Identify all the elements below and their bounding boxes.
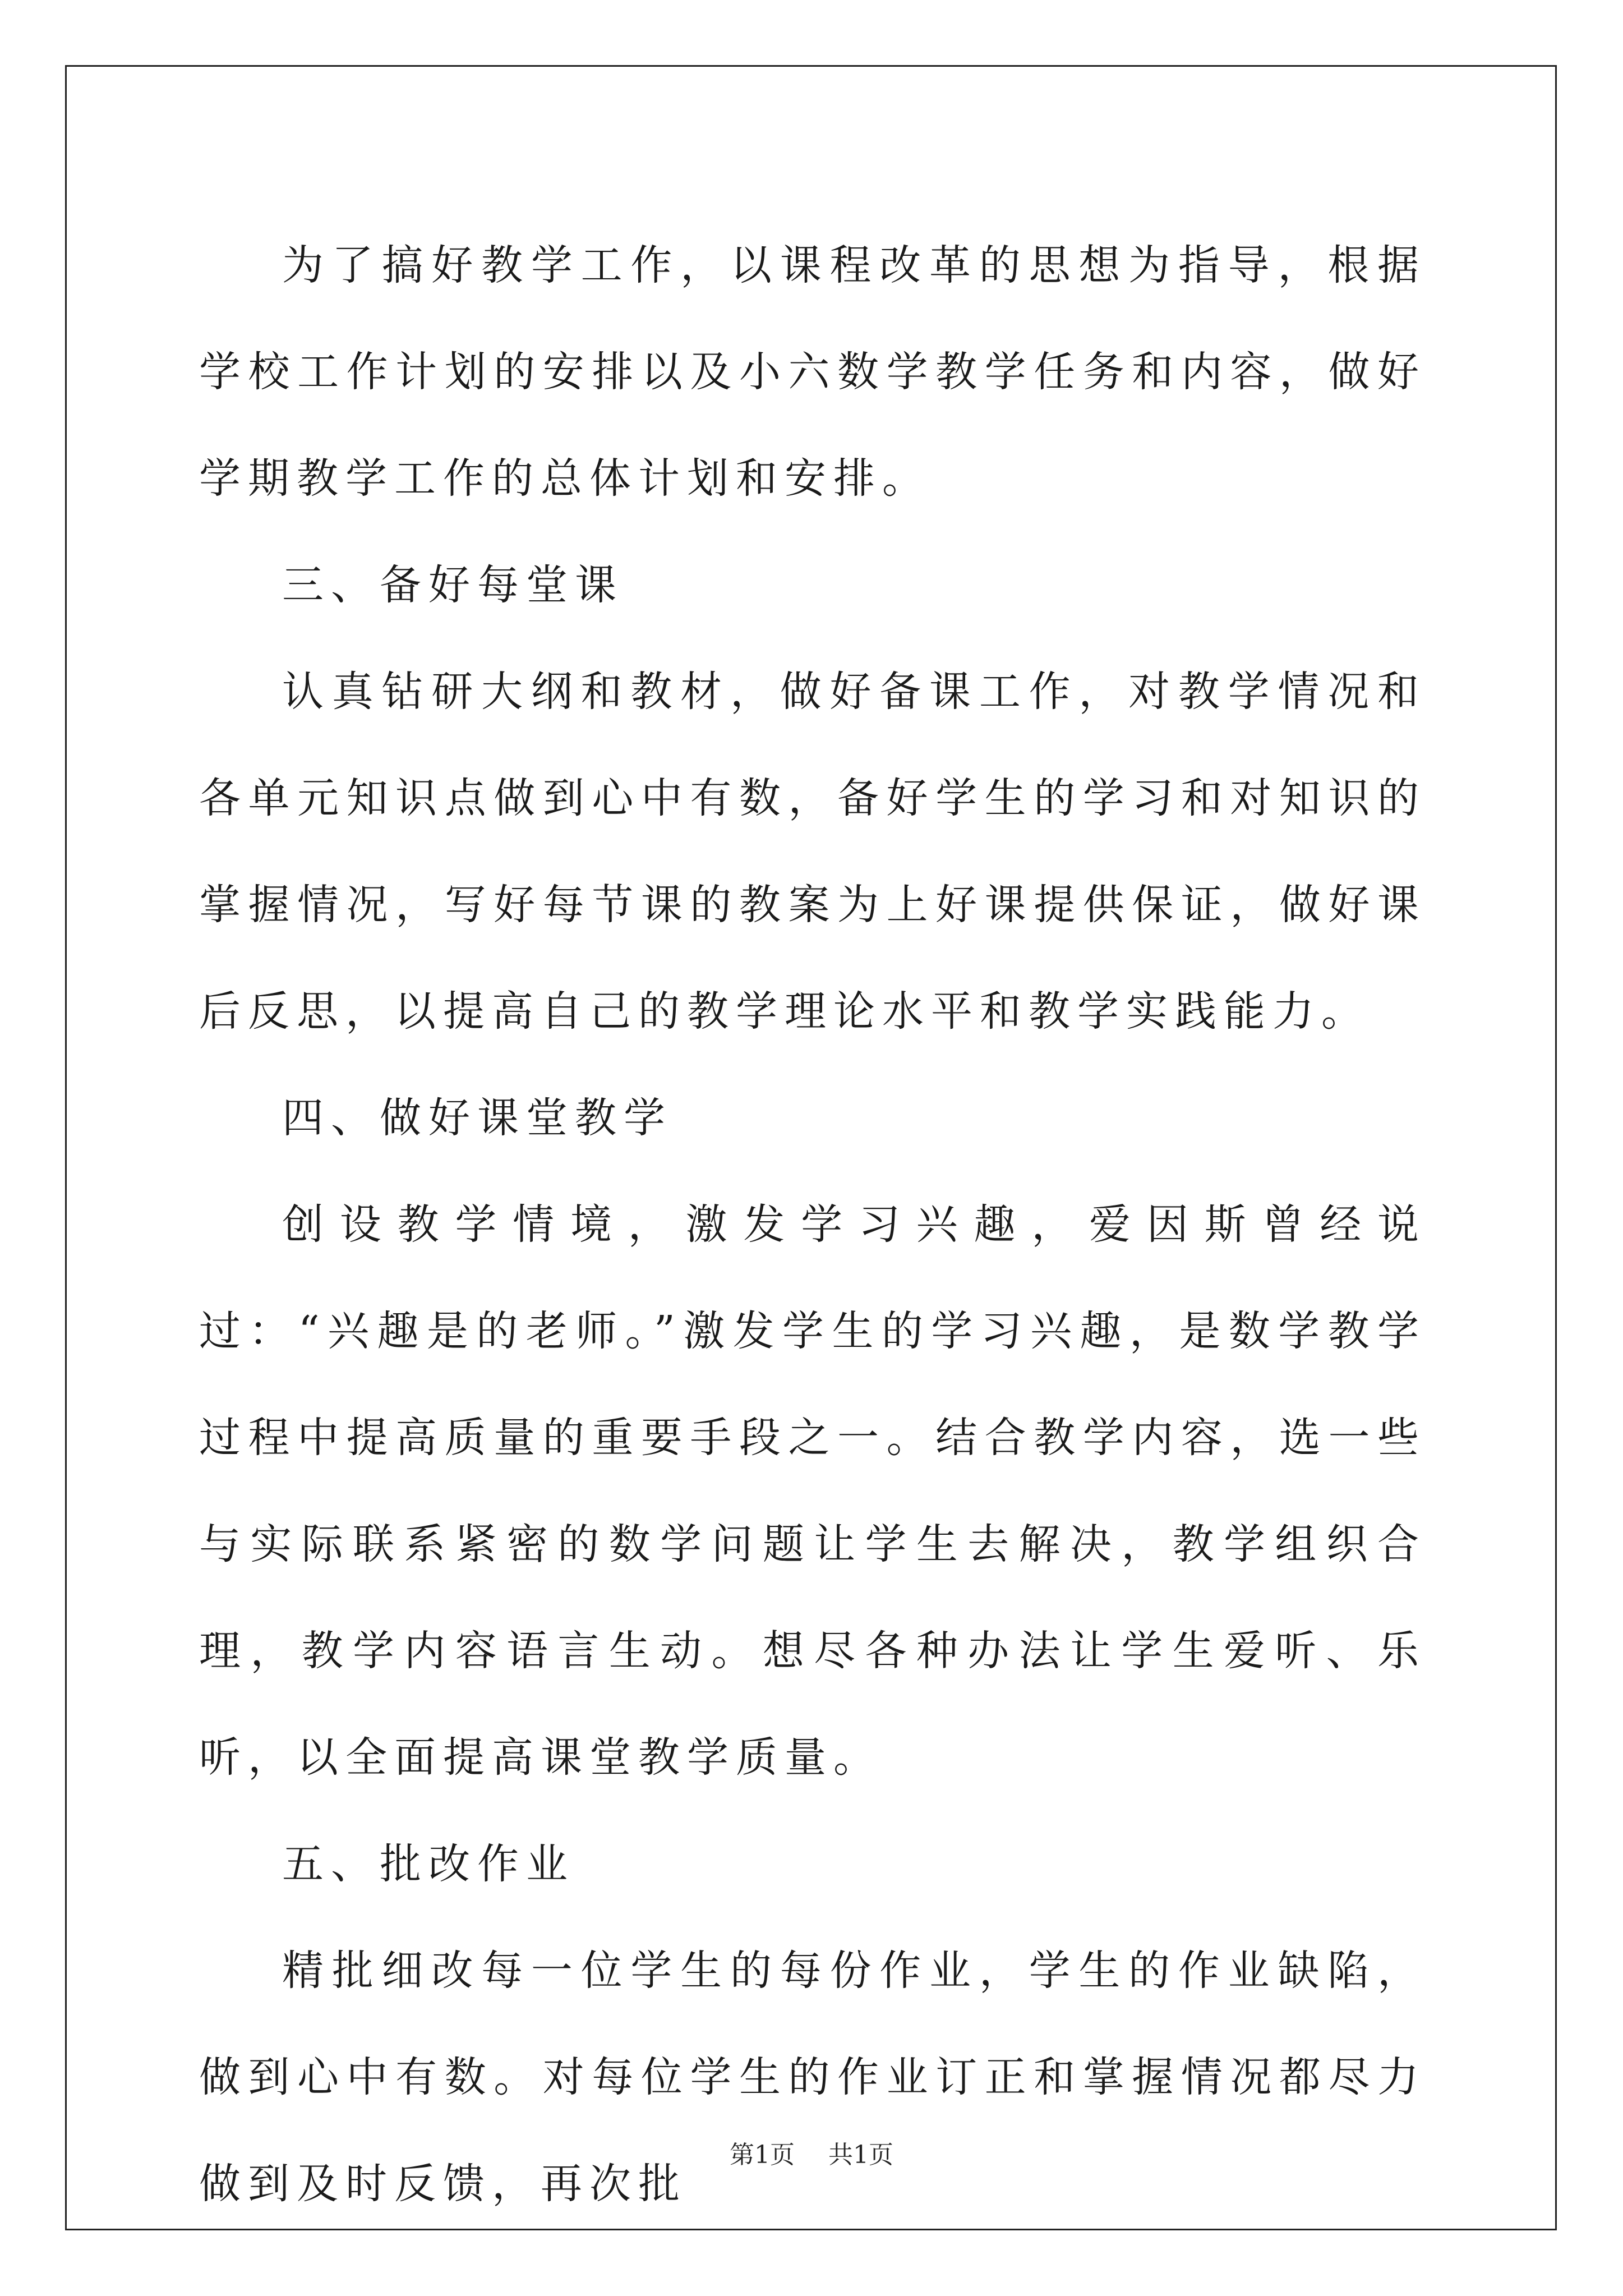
paragraph-intro: 为了搞好教学工作，以课程改革的思想为指导，根据学校工作计划的安排以及小六数学教学任务和内容，做好学期教学工作的总体计划和安排。: [199, 241, 1426, 503]
paragraph-homework: 精批细改每一位学生的每份作业，学生的作业缺陷，做到心中有数。对每位学生的作业订正和掌握情况都尽力做到及时反馈，再次批: [199, 1947, 1426, 2208]
section-heading-5: 五、批改作业: [282, 1840, 575, 1888]
section-heading-3: 三、备好每堂课: [282, 561, 624, 609]
page-number-current: 第1页: [730, 2141, 795, 2169]
paragraph-classroom-teaching: 创设教学情境，激发学习兴趣，爱因斯曾经说过：“兴趣是的老师。”激发学生的学习兴趣，是数学教学过程中提高质量的重要手段之一。结合教学内容，选一些与实际联系紧密的数学问题让学生去解决，教学组织合理，教学内容语言生动。想尽各种办法让学生爱听、乐听，以全面提高课堂教学质量。: [199, 1200, 1426, 1782]
page-footer: [0, 2138, 1623, 2172]
paragraph-lesson-prep: 认真钻研大纲和教材，做好备课工作，对教学情况和各单元知识点做到心中有数，备好学生的学习和对知识的掌握情况，写好每节课的教案为上好课提供保证，做好课后反思，以提高自己的教学理论水平和教学实践能力。: [199, 668, 1426, 1036]
page-number-total: 共1页: [828, 2141, 893, 2169]
document-body: [199, 212, 1426, 2237]
section-heading-4: 四、做好课堂教学: [282, 1094, 672, 1142]
